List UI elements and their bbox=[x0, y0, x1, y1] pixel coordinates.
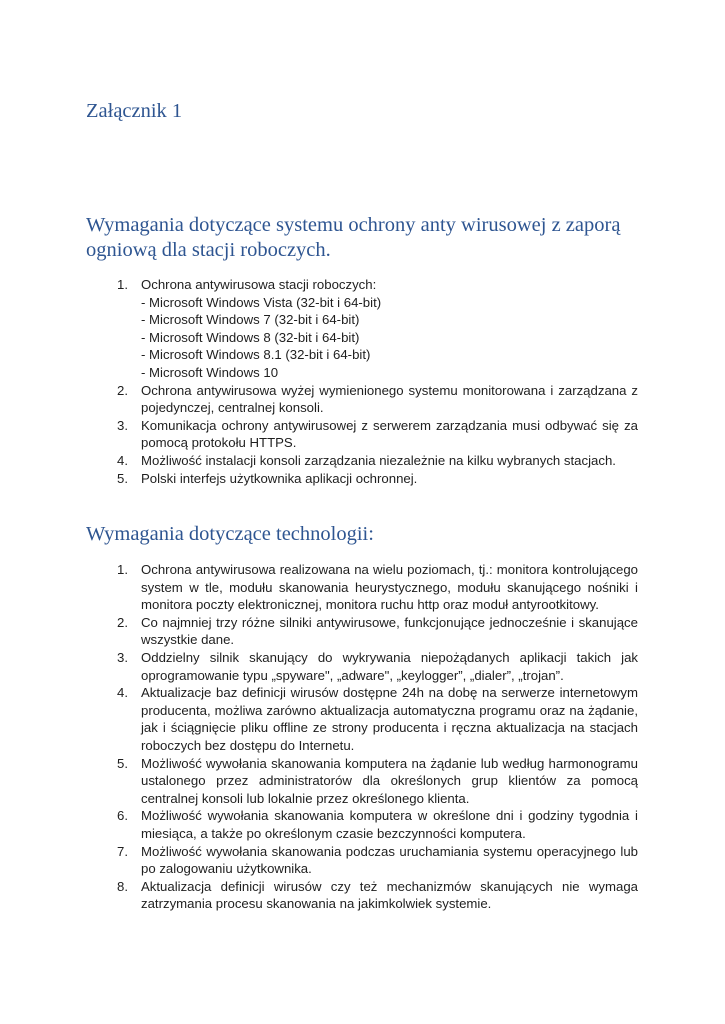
list-item-number: 3. bbox=[117, 417, 128, 433]
list-item bbox=[0, 382, 638, 417]
list-item bbox=[0, 878, 638, 913]
list-item-number: 3. bbox=[117, 649, 128, 665]
list-item bbox=[0, 614, 638, 649]
os-item: - Microsoft Windows 8.1 (32-bit i 64-bit) bbox=[141, 347, 371, 363]
list-item-text: Możliwość wywołania skanowania podczas uruchamiania systemu operacyjnego lub po zalogowaniu użytkownika. bbox=[141, 843, 638, 877]
list-item-number: 6. bbox=[117, 808, 128, 824]
list-item-text: Oddzielny silnik skanujący do wykrywania niepożądanych aplikacji takich jak oprogramowanie typu „spyware", „adware", „keylogger”, „dialer”, „trojan”. bbox=[141, 649, 638, 683]
list-item bbox=[0, 417, 638, 452]
list-item-text: Aktualizacja definicji wirusów czy też mechanizmów skanujących nie wymaga zatrzymania procesu skanowania na jakimkolwiek systemie. bbox=[141, 878, 638, 912]
os-item: - Microsoft Windows 10 bbox=[141, 364, 279, 380]
list-item bbox=[0, 276, 638, 382]
list-item-number: 4. bbox=[117, 452, 128, 468]
list-item-text: Aktualizacje baz definicji wirusów dostępne 24h na dobę na serwerze internetowym producenta, możliwa zarówno aktualizacja automatyczna programu oraz na żądanie, jak i ściągnięcie pliku offline ze strony producenta i ręczna aktualizacja na stacjach roboczych bez dostępu do Internetu. bbox=[141, 685, 638, 753]
list-item bbox=[0, 843, 638, 878]
list-item bbox=[0, 561, 638, 614]
list-item-text: Co najmniej trzy różne silniki antywirusowe, funkcjonujące jednocześnie i skanujące wszystkie dane. bbox=[141, 614, 638, 648]
list-item-text: Polski interfejs użytkownika aplikacji ochronnej. bbox=[141, 470, 418, 486]
list-item-text: Możliwość wywołania skanowania komputera w określone dni i godziny tygodnia i miesiąca, a także po określonym czasie bezczynności komputera. bbox=[141, 808, 638, 841]
list-item-number: 8. bbox=[117, 878, 128, 894]
technology-requirements-list bbox=[0, 561, 638, 913]
list-item bbox=[0, 755, 638, 808]
list-item bbox=[0, 470, 638, 488]
list-item-number: 1. bbox=[117, 277, 128, 292]
list-item-text: Ochrona antywirusowa stacji roboczych: bbox=[141, 277, 377, 292]
annex-title: Załącznik 1 bbox=[86, 100, 183, 122]
os-item: - Microsoft Windows 7 (32-bit i 64-bit) bbox=[141, 312, 360, 328]
list-item bbox=[0, 807, 638, 842]
list-item-text: Komunikacja ochrony antywirusowej z serwerem zarządzania musi odbywać się za pomocą protokołu HTTPS. bbox=[141, 417, 638, 451]
os-item: - Microsoft Windows 8 (32-bit i 64-bit) bbox=[141, 329, 360, 345]
list-item-number: 4. bbox=[117, 685, 128, 701]
list-item-number: 5. bbox=[117, 755, 128, 771]
list-item bbox=[0, 684, 638, 754]
section-heading-technology: Wymagania dotyczące technologii: bbox=[86, 523, 374, 545]
list-item bbox=[0, 452, 638, 470]
list-item-number: 2. bbox=[117, 382, 128, 398]
supported-os-list bbox=[0, 294, 638, 382]
section-heading-antivirus-system: Wymagania dotyczące systemu ochrony anty wirusowej z zaporą ogniową dla stacji roboczych. bbox=[86, 214, 621, 261]
list-item-text: Ochrona antywirusowa realizowana na wielu poziomach, tj.: monitora kontrolującego system w tle, modułu skanowania heurystycznego, modułu skanującego nośniki i monitora poczty elektronicznej, monitora ruchu http oraz moduł antyrootkitowy. bbox=[141, 562, 638, 613]
list-item-number: 5. bbox=[117, 470, 128, 486]
list-item-number: 7. bbox=[117, 843, 128, 859]
list-item bbox=[0, 649, 638, 684]
list-item-text: Możliwość instalacji konsoli zarządzania niezależnie na kilku wybranych stacjach. bbox=[141, 452, 616, 468]
antivirus-requirements-list bbox=[0, 276, 638, 487]
list-item-text: Możliwość wywołania skanowania komputera na żądanie lub według harmonogramu ustalonego przez administratorów dla określonych grup klientów za pomocą centralnej konsoli lub lokalnie przez określonego klienta. bbox=[141, 755, 638, 806]
list-item-text: Ochrona antywirusowa wyżej wymienionego systemu monitorowana i zarządzana z pojedynczej, centralnej konsoli. bbox=[141, 382, 638, 416]
list-item-number: 1. bbox=[117, 562, 128, 577]
os-item: - Microsoft Windows Vista (32-bit i 64-bit) bbox=[141, 294, 382, 310]
list-item-number: 2. bbox=[117, 614, 128, 630]
